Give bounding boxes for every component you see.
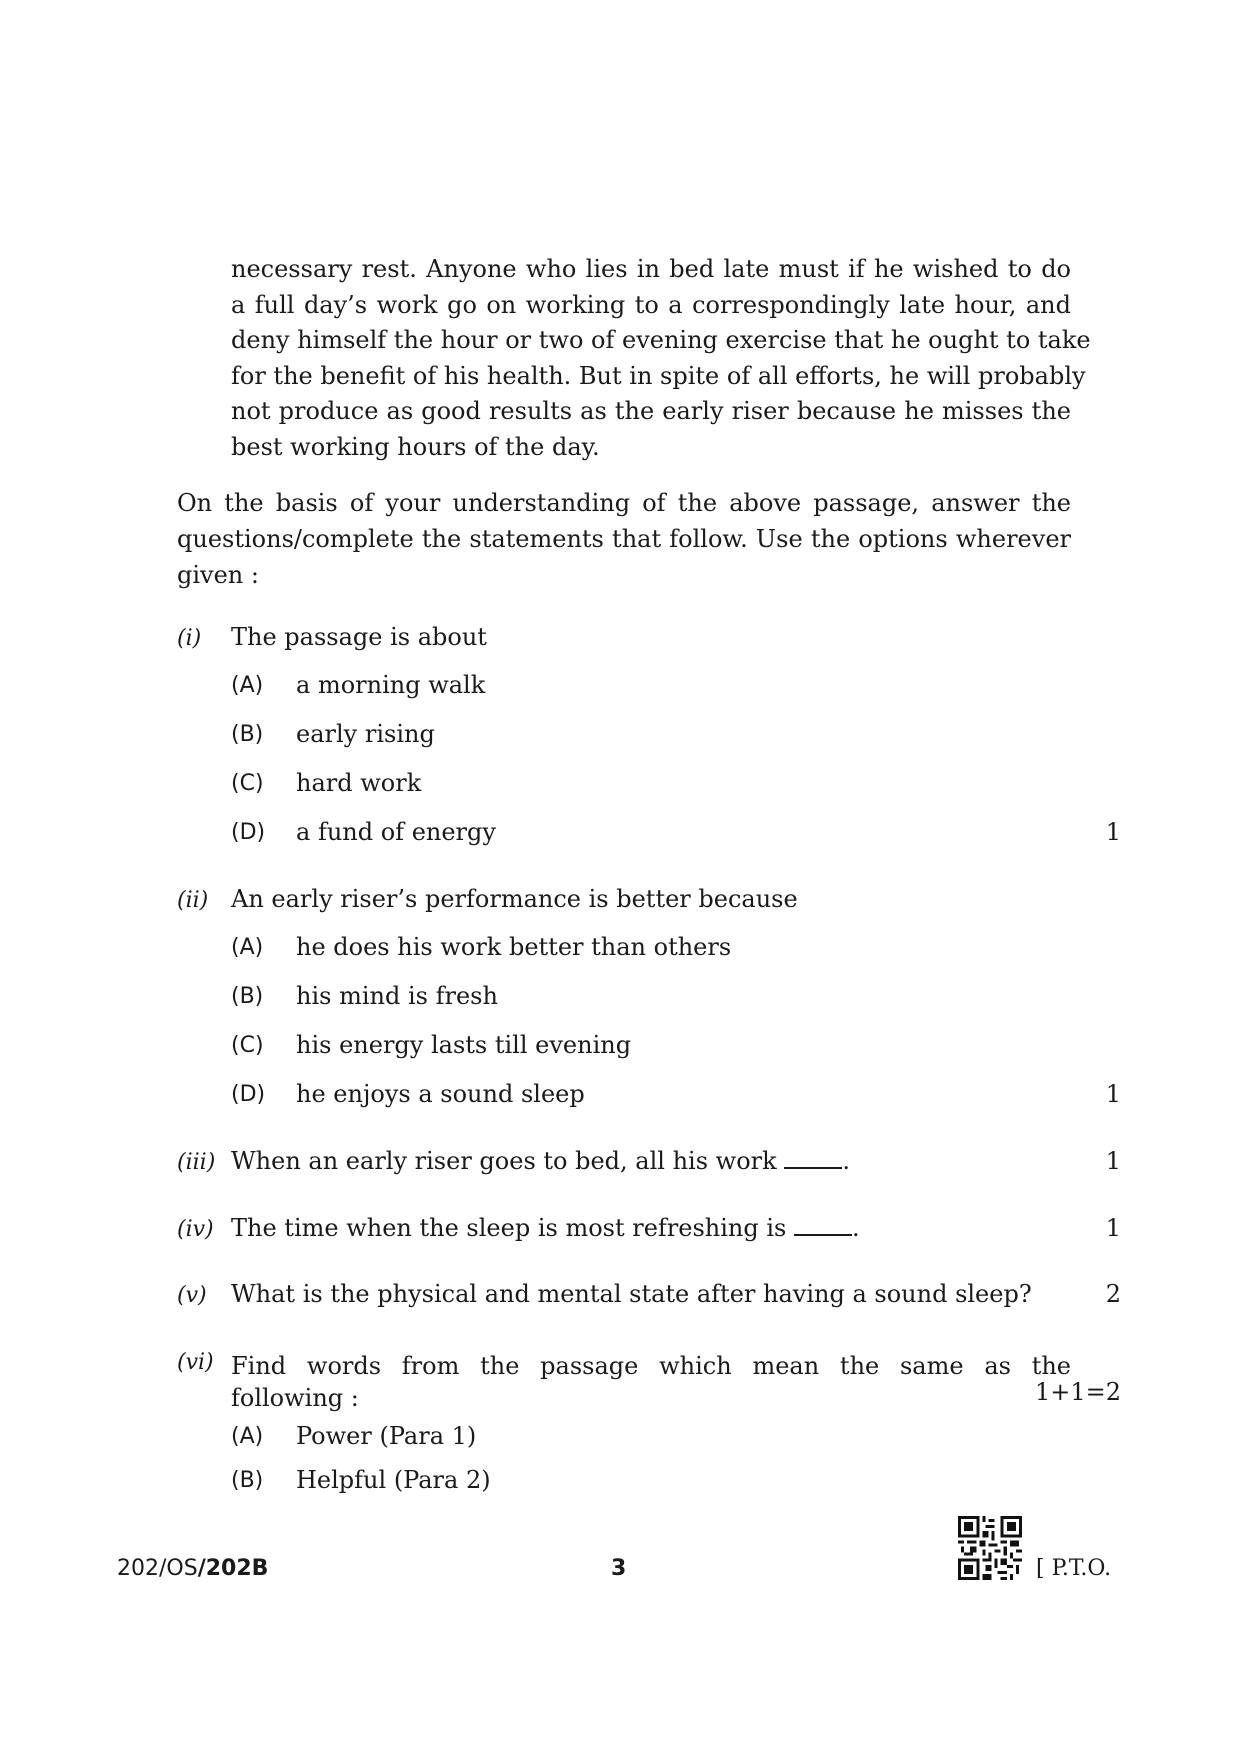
marks: 1 [1105,1214,1121,1242]
option-text: a morning walk [296,671,486,699]
option-text: Power (Para 1) [296,1422,477,1450]
option-text: he does his work better than others [296,933,732,961]
question-text: An early riser’s performance is better because [231,885,798,913]
passage-line: deny himself the hour or two of evening exercise that he ought to take [231,326,1091,354]
passage-continuation [231,252,1091,465]
option-label: (A) [231,1424,264,1449]
option-label: (B) [231,1468,264,1493]
option-label: (C) [231,1033,264,1058]
option-text: his energy lasts till evening [296,1031,632,1059]
question-text [231,1350,1071,1414]
question-text-before: When an early riser goes to bed, all his work [231,1147,777,1175]
marks: 1+1=2 [1034,1378,1121,1406]
page-number: 3 [611,1556,627,1581]
question-text-line: following : [231,1384,359,1412]
question-number: (v) [177,1283,207,1308]
option-label: (C) [231,771,264,796]
question-number: (iv) [177,1217,214,1242]
instruction-line: On the basis of your understanding of the above passage, answer the [177,489,1071,517]
paper-code [117,1556,268,1581]
answer-blank [784,1149,842,1169]
marks: 1 [1105,1147,1121,1175]
question-text-line: Find words from the passage which mean the same as the [231,1352,1071,1380]
passage-line: not produce as good results as the early riser because he misses the [231,397,1071,425]
passage-line: necessary rest. Anyone who lies in bed late must if he wished to do [231,255,1071,283]
instructions [177,485,1071,593]
option-label: (B) [231,722,264,747]
question-text: The passage is about [231,623,487,651]
question-text-after: . [852,1214,860,1242]
qr-code-icon [958,1516,1022,1580]
option-text: his mind is fresh [296,982,498,1010]
answer-blank [794,1216,852,1236]
option-text: early rising [296,720,435,748]
question-text-before: The time when the sleep is most refreshing is [231,1214,787,1242]
option-text: he enjoys a sound sleep [296,1080,585,1108]
question-number: (vi) [177,1350,214,1375]
question-text [231,1147,850,1175]
paper-code-prefix: 202/OS [117,1556,198,1581]
instruction-line: given : [177,561,259,589]
passage-line: for the benefit of his health. But in spite of all efforts, he will probably [231,361,1086,390]
question-text: What is the physical and mental state after having a sound sleep? [231,1280,1032,1308]
option-text: a fund of energy [296,818,496,846]
question-text-after: . [842,1147,850,1175]
option-label: (A) [231,673,264,698]
instruction-line: questions/complete the statements that follow. Use the options wherever [177,525,1071,553]
question-text [231,1214,860,1242]
marks: 1 [1105,818,1121,846]
option-label: (D) [231,820,266,845]
marks: 2 [1105,1280,1121,1308]
pto-label: [ P.T.O. [1036,1556,1112,1581]
marks: 1 [1105,1080,1121,1108]
question-number: (ii) [177,888,209,913]
option-label: (D) [231,1082,266,1107]
option-label: (B) [231,984,264,1009]
question-number: (i) [177,626,202,651]
passage-line: a full day’s work go on working to a correspondingly late hour, and [231,290,1071,319]
passage-line: best working hours of the day. [231,432,600,461]
question-number: (iii) [177,1150,216,1175]
option-text: Helpful (Para 2) [296,1466,491,1494]
option-label: (A) [231,935,264,960]
option-text: hard work [296,769,422,797]
paper-code-bold: /202B [197,1556,269,1581]
